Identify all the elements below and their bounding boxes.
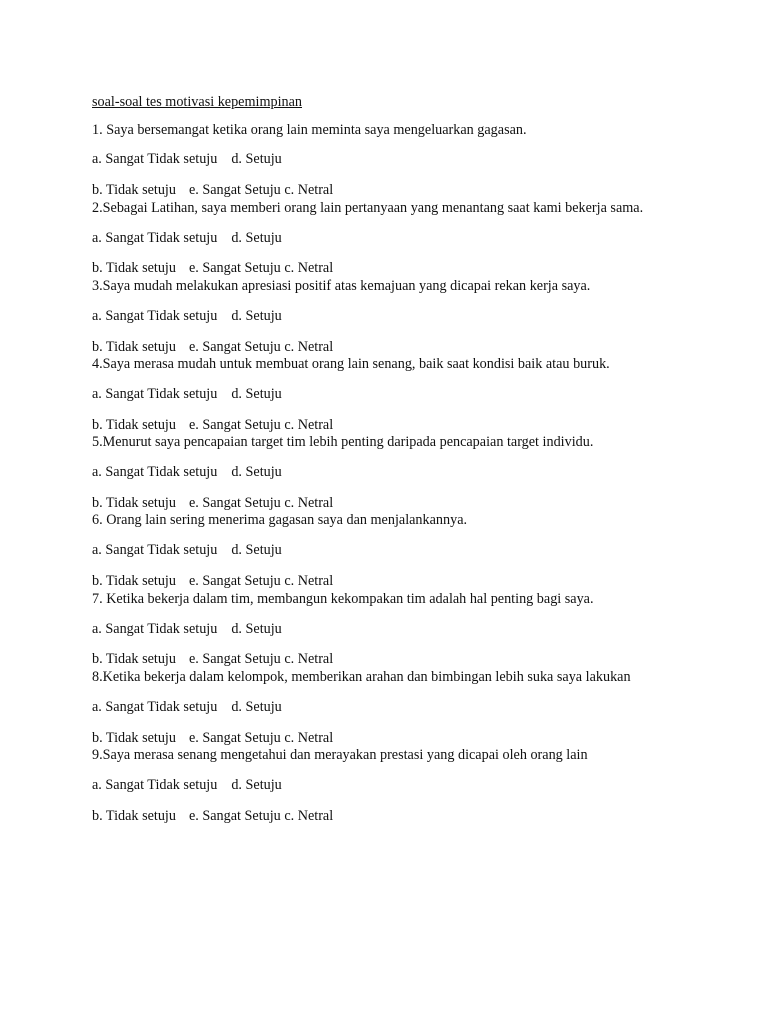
option-e-c: e. Sangat Setuju c. Netral (188, 807, 334, 824)
option-d: d. Setuju (231, 698, 282, 715)
answer-options-row-1 (92, 699, 675, 717)
question-block (92, 512, 675, 590)
question-block (92, 200, 675, 278)
document-title: soal-soal tes motivasi kepemimpinan (92, 94, 303, 110)
option-a: a. Sangat Tidak setuju (92, 542, 218, 559)
answer-options-row-1 (92, 542, 675, 560)
option-b: b. Tidak setuju (92, 729, 176, 746)
question-text: 4.Saya merasa mudah untuk membuat orang lain senang, baik saat kondisi baik atau buruk. (92, 356, 610, 373)
option-a: a. Sangat Tidak setuju (92, 698, 218, 715)
answer-options-row-1 (92, 308, 675, 326)
answer-options-row-1 (92, 464, 675, 482)
option-d: d. Setuju (231, 542, 282, 559)
answer-options-row-2 (92, 573, 675, 591)
answer-options-row-1 (92, 621, 675, 639)
option-e-c: e. Sangat Setuju c. Netral (188, 573, 334, 590)
document-page (92, 94, 675, 825)
answer-options-row-2 (92, 495, 675, 513)
answer-options-row-1 (92, 386, 675, 404)
question-list (92, 122, 675, 826)
answer-options-row-2 (92, 417, 675, 435)
option-d: d. Setuju (231, 151, 282, 168)
answer-options-row-1 (92, 230, 675, 248)
option-d: d. Setuju (231, 229, 282, 246)
option-b: b. Tidak setuju (92, 573, 176, 590)
option-e-c: e. Sangat Setuju c. Netral (188, 729, 334, 746)
option-e-c: e. Sangat Setuju c. Netral (188, 338, 334, 355)
option-a: a. Sangat Tidak setuju (92, 151, 218, 168)
question-block (92, 747, 675, 825)
answer-options-row-2 (92, 260, 675, 278)
answer-options-row-2 (92, 651, 675, 669)
option-a: a. Sangat Tidak setuju (92, 385, 218, 402)
option-b: b. Tidak setuju (92, 494, 176, 511)
question-block (92, 278, 675, 356)
option-b: b. Tidak setuju (92, 416, 176, 433)
option-d: d. Setuju (231, 385, 282, 402)
question-block (92, 434, 675, 512)
option-e-c: e. Sangat Setuju c. Netral (188, 416, 334, 433)
question-text: 9.Saya merasa senang mengetahui dan merayakan prestasi yang dicapai oleh orang lain (92, 747, 588, 763)
answer-options-row-1 (92, 151, 675, 169)
option-b: b. Tidak setuju (92, 182, 176, 199)
option-e-c: e. Sangat Setuju c. Netral (188, 260, 334, 277)
option-e-c: e. Sangat Setuju c. Netral (188, 494, 334, 511)
option-b: b. Tidak setuju (92, 807, 176, 824)
answer-options-row-2 (92, 730, 675, 748)
option-d: d. Setuju (231, 776, 282, 793)
question-text: 3.Saya mudah melakukan apresiasi positif atas kemajuan yang dicapai rekan kerja saya. (92, 277, 591, 294)
answer-options-row-2 (92, 339, 675, 357)
option-a: a. Sangat Tidak setuju (92, 464, 218, 481)
option-a: a. Sangat Tidak setuju (92, 776, 218, 793)
question-text: 6. Orang lain sering menerima gagasan saya dan menjalankannya. (92, 512, 468, 529)
option-a: a. Sangat Tidak setuju (92, 307, 218, 324)
option-b: b. Tidak setuju (92, 260, 176, 277)
option-a: a. Sangat Tidak setuju (92, 620, 218, 637)
answer-options-row-2 (92, 808, 675, 826)
question-text: 5.Menurut saya pencapaian target tim lebih penting daripada pencapaian target individu. (92, 434, 594, 451)
answer-options-row-1 (92, 777, 675, 795)
question-block (92, 356, 675, 434)
question-text: 7. Ketika bekerja dalam tim, membangun kekompakan tim adalah hal penting bagi saya. (92, 590, 594, 607)
option-d: d. Setuju (231, 307, 282, 324)
option-e-c: e. Sangat Setuju c. Netral (188, 182, 334, 199)
question-text: 8.Ketika bekerja dalam kelompok, memberikan arahan dan bimbingan lebih suka saya lakukan (92, 668, 631, 685)
question-block (92, 591, 675, 669)
option-b: b. Tidak setuju (92, 651, 176, 668)
option-e-c: e. Sangat Setuju c. Netral (188, 651, 334, 668)
option-a: a. Sangat Tidak setuju (92, 229, 218, 246)
answer-options-row-2 (92, 182, 675, 200)
option-b: b. Tidak setuju (92, 338, 176, 355)
option-d: d. Setuju (231, 620, 282, 637)
question-text: 2.Sebagai Latihan, saya memberi orang lain pertanyaan yang menantang saat kami bekerja sama. (92, 199, 644, 216)
option-d: d. Setuju (231, 464, 282, 481)
question-block (92, 122, 675, 200)
question-block (92, 669, 675, 747)
question-text: 1. Saya bersemangat ketika orang lain meminta saya mengeluarkan gagasan. (92, 121, 527, 138)
